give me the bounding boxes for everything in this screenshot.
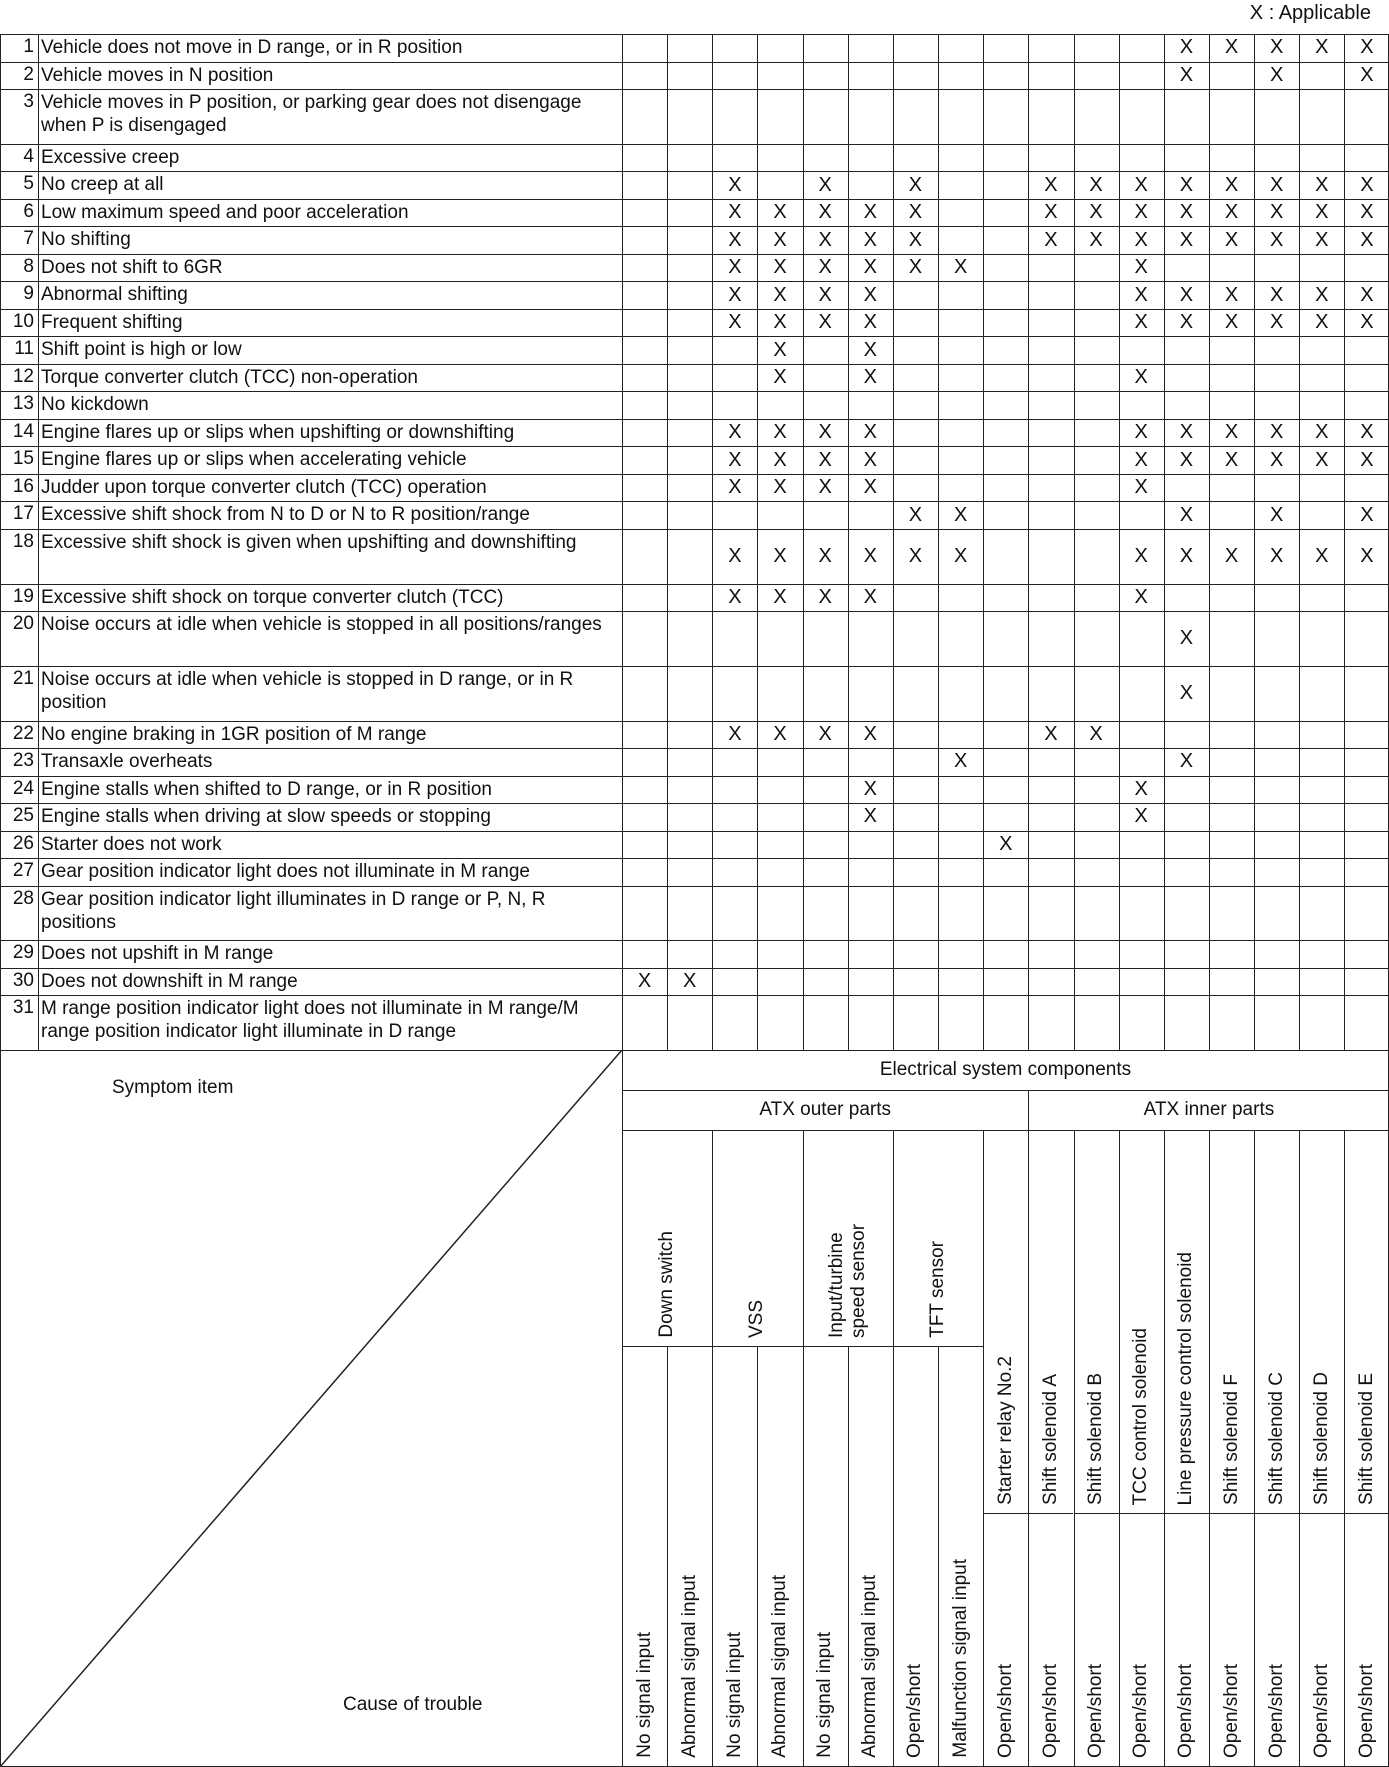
electrical-components-header: Electrical system components <box>879 1059 1132 1080</box>
applicable-mark: X <box>1269 503 1284 526</box>
cause-label <box>1344 1513 1389 1766</box>
applicable-mark: X <box>1269 201 1284 223</box>
symptom-text: Vehicle moves in P position, or parking gear does not disengage when P is disengaged <box>41 92 582 136</box>
applicable-mark: X <box>1224 421 1239 443</box>
symptom-text: Vehicle moves in N position <box>41 64 274 86</box>
applicable-mark: X <box>1134 448 1148 471</box>
applicable-mark: X <box>953 750 968 773</box>
atx-inner-parts-header: ATX inner parts <box>1143 1099 1275 1120</box>
applicable-mark: X <box>863 256 877 278</box>
symptom-text: Transaxle overheats <box>41 751 213 772</box>
component-name <box>712 1130 802 1346</box>
applicable-mark: X <box>818 585 832 608</box>
applicable-mark: X <box>1044 173 1058 196</box>
symptom-text: No kickdown <box>41 394 149 416</box>
component-name <box>803 1130 893 1346</box>
applicable-mark: X <box>863 228 877 251</box>
cause-label <box>1209 1513 1254 1766</box>
row-number: 22 <box>12 722 34 744</box>
applicable-mark: X <box>1089 201 1103 223</box>
applicable-mark: X <box>818 722 832 745</box>
grid-line <box>1119 34 1120 1050</box>
applicable-mark: X <box>953 544 968 567</box>
applicable-mark: X <box>728 722 742 745</box>
applicable-mark: X <box>1089 722 1103 745</box>
row-number: 21 <box>12 667 34 689</box>
applicable-mark: X <box>999 832 1013 855</box>
row-number: 5 <box>23 173 34 195</box>
cause-label <box>1299 1513 1344 1766</box>
applicable-mark: X <box>1269 421 1284 443</box>
applicable-mark: X <box>1269 544 1284 567</box>
cause-text: Open/short <box>1085 1664 1107 1758</box>
applicable-mark: X <box>953 256 968 278</box>
applicable-mark: X <box>1179 626 1194 649</box>
applicable-mark: X <box>863 283 877 306</box>
cause-label <box>983 1513 1028 1766</box>
applicable-mark: X <box>728 544 742 567</box>
row-number: 28 <box>12 887 34 909</box>
component-name <box>1254 1130 1299 1513</box>
applicable-mark: X <box>1269 311 1284 333</box>
applicable-mark: X <box>1224 36 1239 59</box>
applicable-mark: X <box>637 970 652 992</box>
component-name-text: Down switch <box>656 1231 678 1338</box>
applicable-mark: X <box>1179 311 1194 333</box>
row-number: 15 <box>12 448 34 470</box>
cause-text: Open/short <box>1220 1664 1242 1758</box>
applicable-mark: X <box>773 256 787 278</box>
applicable-mark: X <box>1179 283 1194 306</box>
grid-line <box>1209 34 1210 1050</box>
applicable-mark: X <box>1134 228 1148 251</box>
symptom-text: No shifting <box>41 229 131 251</box>
applicable-mark: X <box>773 722 787 745</box>
row-number: 27 <box>12 860 34 881</box>
applicable-mark: X <box>1315 311 1329 333</box>
cause-text: Open/short <box>1175 1664 1197 1758</box>
symptom-text: Abnormal shifting <box>41 284 188 306</box>
symptom-text: Excessive shift shock from N to D or N to R position/range <box>41 504 530 526</box>
cause-text: Open/short <box>1039 1664 1061 1758</box>
applicable-mark: X <box>773 201 787 223</box>
applicable-mark: X <box>1360 544 1374 567</box>
component-name <box>893 1130 983 1346</box>
component-name <box>1119 1130 1164 1513</box>
component-name-text: Shift solenoid C <box>1265 1371 1287 1505</box>
applicable-mark: X <box>773 338 787 361</box>
cause-label <box>893 1346 938 1766</box>
applicable-mark: X <box>908 201 923 223</box>
applicable-mark: X <box>1269 283 1284 306</box>
applicable-mark: X <box>1179 63 1194 86</box>
grid-line <box>712 34 713 1050</box>
symptom-text: Starter does not work <box>41 833 222 855</box>
cause-label <box>1254 1513 1299 1766</box>
applicable-mark: X <box>1315 283 1329 306</box>
applicable-mark: X <box>1134 256 1148 278</box>
cause-label <box>622 1346 667 1766</box>
applicable-mark: X <box>1360 503 1374 526</box>
symptom-text: Gear position indicator light does not illuminate in M range <box>41 861 530 882</box>
component-name <box>1209 1130 1254 1513</box>
row-number: 9 <box>23 283 34 305</box>
row-number: 2 <box>23 63 34 85</box>
applicable-mark: X <box>1134 311 1148 333</box>
applicable-mark: X <box>1044 201 1058 223</box>
row-number: 8 <box>23 255 34 277</box>
row-number: 19 <box>12 585 34 607</box>
symptom-text: Gear position indicator light illuminates in D range or P, N, R positions <box>41 888 546 933</box>
component-name <box>622 1130 712 1346</box>
applicable-mark: X <box>1134 283 1148 306</box>
applicable-mark: X <box>863 722 877 745</box>
row-number: 10 <box>12 310 34 332</box>
applicable-mark: X <box>1224 201 1239 223</box>
cause-text: Open/short <box>994 1664 1016 1758</box>
applicable-mark: X <box>773 228 787 251</box>
applicable-mark: X <box>863 201 877 223</box>
component-name-text: Shift solenoid F <box>1220 1374 1242 1505</box>
applicable-mark: X <box>1315 421 1329 443</box>
applicable-mark: X <box>1224 228 1239 251</box>
applicable-mark: X <box>818 228 832 251</box>
symptom-text: Does not shift to 6GR <box>41 256 223 278</box>
symptom-item-label: Symptom item <box>112 1077 234 1098</box>
component-name-text: TCC control solenoid <box>1130 1327 1152 1505</box>
component-name-text: Shift solenoid E <box>1355 1372 1377 1505</box>
symptom-text: No engine braking in 1GR position of M range <box>41 723 427 745</box>
applicable-mark: X <box>1269 63 1284 86</box>
applicable-mark: X <box>1134 585 1148 608</box>
symptom-text: Noise occurs at idle when vehicle is stopped in D range, or in R position <box>41 668 574 713</box>
applicable-mark: X <box>818 311 832 333</box>
symptom-text: Engine flares up or slips when upshifting or downshifting <box>41 421 515 443</box>
component-name <box>1164 1130 1209 1513</box>
applicable-mark: X <box>818 201 832 223</box>
applicable-mark: X <box>1134 421 1148 443</box>
cause-text: Abnormal signal input <box>678 1575 700 1758</box>
applicable-mark: X <box>818 256 832 278</box>
symptom-text: Does not upshift in M range <box>41 943 274 965</box>
row-number: 17 <box>12 503 34 525</box>
applicable-mark: X <box>1360 448 1374 471</box>
symptom-text: Engine stalls when shifted to D range, or in R position <box>41 778 492 800</box>
applicable-mark: X <box>908 228 923 251</box>
component-name-text: VSS <box>746 1299 768 1338</box>
cause-text: Malfunction signal input <box>949 1559 971 1758</box>
applicable-mark: X <box>1269 448 1284 471</box>
applicable-mark: X <box>1044 228 1058 251</box>
applicable-mark: X <box>1224 448 1239 471</box>
applicable-mark: X <box>863 777 877 800</box>
applicable-mark: X <box>1269 173 1284 196</box>
applicable-mark: X <box>1315 448 1329 471</box>
applicable-mark: X <box>773 544 787 567</box>
component-name-text: Input/turbine speed sensor <box>825 1223 869 1338</box>
applicable-mark: X <box>818 544 832 567</box>
cause-text: Open/short <box>1265 1664 1287 1758</box>
applicable-mark: X <box>1134 476 1148 498</box>
cause-label <box>757 1346 802 1766</box>
component-name-text: Shift solenoid A <box>1039 1374 1061 1505</box>
applicable-mark: X <box>1269 228 1284 251</box>
component-name <box>1028 1130 1073 1513</box>
applicable-mark: X <box>1179 544 1194 567</box>
applicable-mark: X <box>1134 777 1148 800</box>
applicable-mark: X <box>908 173 923 196</box>
cause-text: Open/short <box>1130 1664 1152 1758</box>
row-number: 29 <box>12 942 34 964</box>
applicable-mark: X <box>1360 63 1374 86</box>
symptom-text: Low maximum speed and poor acceleration <box>41 201 409 223</box>
row-number: 7 <box>23 228 34 250</box>
cause-text: Open/short <box>904 1664 926 1758</box>
applicable-mark: X <box>1269 36 1284 59</box>
cause-label <box>1119 1513 1164 1766</box>
applicable-mark: X <box>953 503 968 526</box>
applicable-mark: X <box>728 311 742 333</box>
row-number: 26 <box>12 832 34 854</box>
cause-label <box>1074 1513 1119 1766</box>
symptom-text: Engine flares up or slips when accelerating vehicle <box>41 449 467 471</box>
applicable-mark: X <box>1360 36 1374 59</box>
symptom-text: Excessive shift shock on torque converter clutch (TCC) <box>41 586 504 608</box>
cause-of-trouble-label: Cause of trouble <box>343 1694 483 1715</box>
applicable-mark: X <box>1360 173 1374 196</box>
cause-label <box>712 1346 757 1766</box>
applicable-mark: X <box>863 805 877 828</box>
applicable-mark: X <box>1089 228 1103 251</box>
symptom-text: M range position indicator light does not illuminate in M range/M range position indicator light illuminate in D range <box>41 998 579 1043</box>
row-number: 14 <box>12 420 34 442</box>
applicable-mark: X <box>728 228 742 251</box>
applicable-mark: X <box>818 421 832 443</box>
symptom-text: No creep at all <box>41 174 164 196</box>
symptom-text: Excessive shift shock is given when upshifting and downshifting <box>41 531 577 553</box>
component-name-text: Starter relay No.2 <box>994 1356 1016 1505</box>
row-number: 6 <box>23 200 34 222</box>
symptom-text: Excessive creep <box>41 146 180 168</box>
applicable-mark: X <box>728 201 742 223</box>
applicable-mark: X <box>728 283 742 306</box>
grid-line <box>1164 34 1165 1050</box>
applicable-mark: X <box>863 421 877 443</box>
symptom-text: Noise occurs at idle when vehicle is stopped in all positions/ranges <box>41 614 602 635</box>
applicable-mark: X <box>1179 681 1194 704</box>
row-number: 30 <box>12 969 34 991</box>
cause-text: No signal input <box>814 1632 836 1758</box>
applicable-mark: X <box>863 544 877 567</box>
applicable-mark: X <box>1315 173 1329 196</box>
applicable-mark: X <box>1315 228 1329 251</box>
grid-line <box>893 34 894 1050</box>
applicable-mark: X <box>818 476 832 498</box>
applicable-mark: X <box>1360 201 1374 223</box>
row-number: 24 <box>12 777 34 799</box>
cause-label <box>848 1346 893 1766</box>
row-number: 31 <box>12 997 34 1019</box>
applicable-mark: X <box>773 448 787 471</box>
applicable-mark: X <box>1089 173 1103 196</box>
cause-text: Abnormal signal input <box>769 1575 790 1758</box>
applicable-mark: X <box>1179 228 1194 251</box>
applicable-mark: X <box>1134 544 1148 567</box>
row-number: 16 <box>12 475 34 497</box>
applicable-mark: X <box>728 256 742 278</box>
applicable-legend: X : Applicable <box>1249 2 1371 24</box>
row-number: 4 <box>23 145 34 167</box>
cause-label <box>1164 1513 1209 1766</box>
applicable-mark: X <box>908 503 923 526</box>
row-number: 11 <box>14 338 34 360</box>
applicable-mark: X <box>1134 173 1148 196</box>
grid-line <box>983 34 984 1050</box>
symptom-text: Vehicle does not move in D range, or in R position <box>41 37 463 58</box>
applicable-mark: X <box>1224 544 1239 567</box>
applicable-mark: X <box>1179 201 1194 223</box>
applicable-mark: X <box>728 448 742 471</box>
applicable-mark: X <box>1179 503 1194 526</box>
grid-line <box>1299 34 1300 1050</box>
symptom-text: Judder upon torque converter clutch (TCC) operation <box>41 476 487 498</box>
applicable-mark: X <box>773 585 787 608</box>
applicable-mark: X <box>1179 750 1194 773</box>
applicable-mark: X <box>1315 201 1329 223</box>
component-name-text: Shift solenoid D <box>1310 1371 1332 1505</box>
grid-line <box>803 34 804 1050</box>
row-number: 20 <box>12 613 34 634</box>
applicable-mark: X <box>773 311 787 333</box>
applicable-mark: X <box>908 256 923 278</box>
applicable-mark: X <box>818 283 832 306</box>
symptom-text: Frequent shifting <box>41 311 183 333</box>
applicable-mark: X <box>1360 228 1374 251</box>
cause-text: Open/short <box>1355 1664 1377 1758</box>
applicable-mark: X <box>1179 448 1194 471</box>
component-name-text: Shift solenoid B <box>1085 1372 1107 1505</box>
applicable-mark: X <box>728 173 742 196</box>
applicable-mark: X <box>908 544 923 567</box>
applicable-mark: X <box>1360 421 1374 443</box>
applicable-mark: X <box>683 970 697 992</box>
applicable-mark: X <box>1134 201 1148 223</box>
row-number: 1 <box>23 36 34 57</box>
applicable-mark: X <box>818 173 832 196</box>
component-name-text: Line pressure control solenoid <box>1175 1251 1197 1505</box>
applicable-mark: X <box>1134 366 1148 388</box>
applicable-mark: X <box>1134 805 1148 828</box>
grid-line <box>38 34 39 1050</box>
applicable-mark: X <box>1360 283 1374 306</box>
component-name <box>983 1130 1028 1513</box>
applicable-mark: X <box>1224 311 1239 333</box>
row-number: 23 <box>12 750 34 771</box>
applicable-mark: X <box>818 448 832 471</box>
applicable-mark: X <box>1360 311 1374 333</box>
cause-label <box>1028 1513 1073 1766</box>
component-name <box>1074 1130 1119 1513</box>
grid-line <box>938 34 939 1050</box>
cause-text: No signal input <box>633 1632 655 1758</box>
grid-line <box>1028 34 1029 1050</box>
applicable-mark: X <box>1315 36 1329 59</box>
applicable-mark: X <box>863 338 877 361</box>
grid-line <box>757 34 758 1050</box>
cause-text: Abnormal signal input <box>859 1575 881 1758</box>
applicable-mark: X <box>773 283 787 306</box>
applicable-mark: X <box>1044 722 1058 745</box>
applicable-mark: X <box>1179 173 1194 196</box>
symptom-text: Torque converter clutch (TCC) non-operation <box>41 366 419 388</box>
applicable-mark: X <box>863 476 877 498</box>
grid-line <box>848 34 849 1050</box>
cause-text: Open/short <box>1310 1664 1332 1758</box>
symptom-text: Does not downshift in M range <box>41 970 298 992</box>
applicable-mark: X <box>1179 421 1194 443</box>
atx-outer-parts-header: ATX outer parts <box>759 1099 891 1120</box>
cause-text: No signal input <box>723 1632 745 1758</box>
row-number: 12 <box>12 365 34 387</box>
applicable-mark: X <box>773 476 787 498</box>
row-number: 13 <box>12 393 34 415</box>
component-name-text: TFT sensor <box>927 1241 949 1338</box>
corner-diagonal <box>0 1050 623 1767</box>
row-number: 25 <box>12 805 34 826</box>
applicable-mark: X <box>863 585 877 608</box>
applicable-mark: X <box>728 476 742 498</box>
grid-line <box>1344 34 1345 1050</box>
symptom-text: Shift point is high or low <box>41 339 242 361</box>
applicable-mark: X <box>1179 36 1194 59</box>
symptom-text: Engine stalls when driving at slow speeds or stopping <box>41 806 491 827</box>
applicable-mark: X <box>1224 283 1239 306</box>
component-name <box>1344 1130 1389 1513</box>
component-name <box>1299 1130 1344 1513</box>
applicable-mark: X <box>1224 173 1239 196</box>
row-number: 3 <box>23 91 34 112</box>
applicable-mark: X <box>863 311 877 333</box>
applicable-mark: X <box>863 366 877 388</box>
applicable-mark: X <box>1315 544 1329 567</box>
row-number: 18 <box>12 530 34 552</box>
cause-label <box>938 1346 983 1766</box>
applicable-mark: X <box>773 421 787 443</box>
grid-line <box>667 34 668 1050</box>
grid-line <box>1254 34 1255 1050</box>
cause-label <box>667 1346 712 1766</box>
applicable-mark: X <box>728 421 742 443</box>
applicable-mark: X <box>728 585 742 608</box>
cause-label <box>803 1346 848 1766</box>
applicable-mark: X <box>773 366 787 388</box>
grid-line <box>1074 34 1075 1050</box>
applicable-mark: X <box>863 448 877 471</box>
